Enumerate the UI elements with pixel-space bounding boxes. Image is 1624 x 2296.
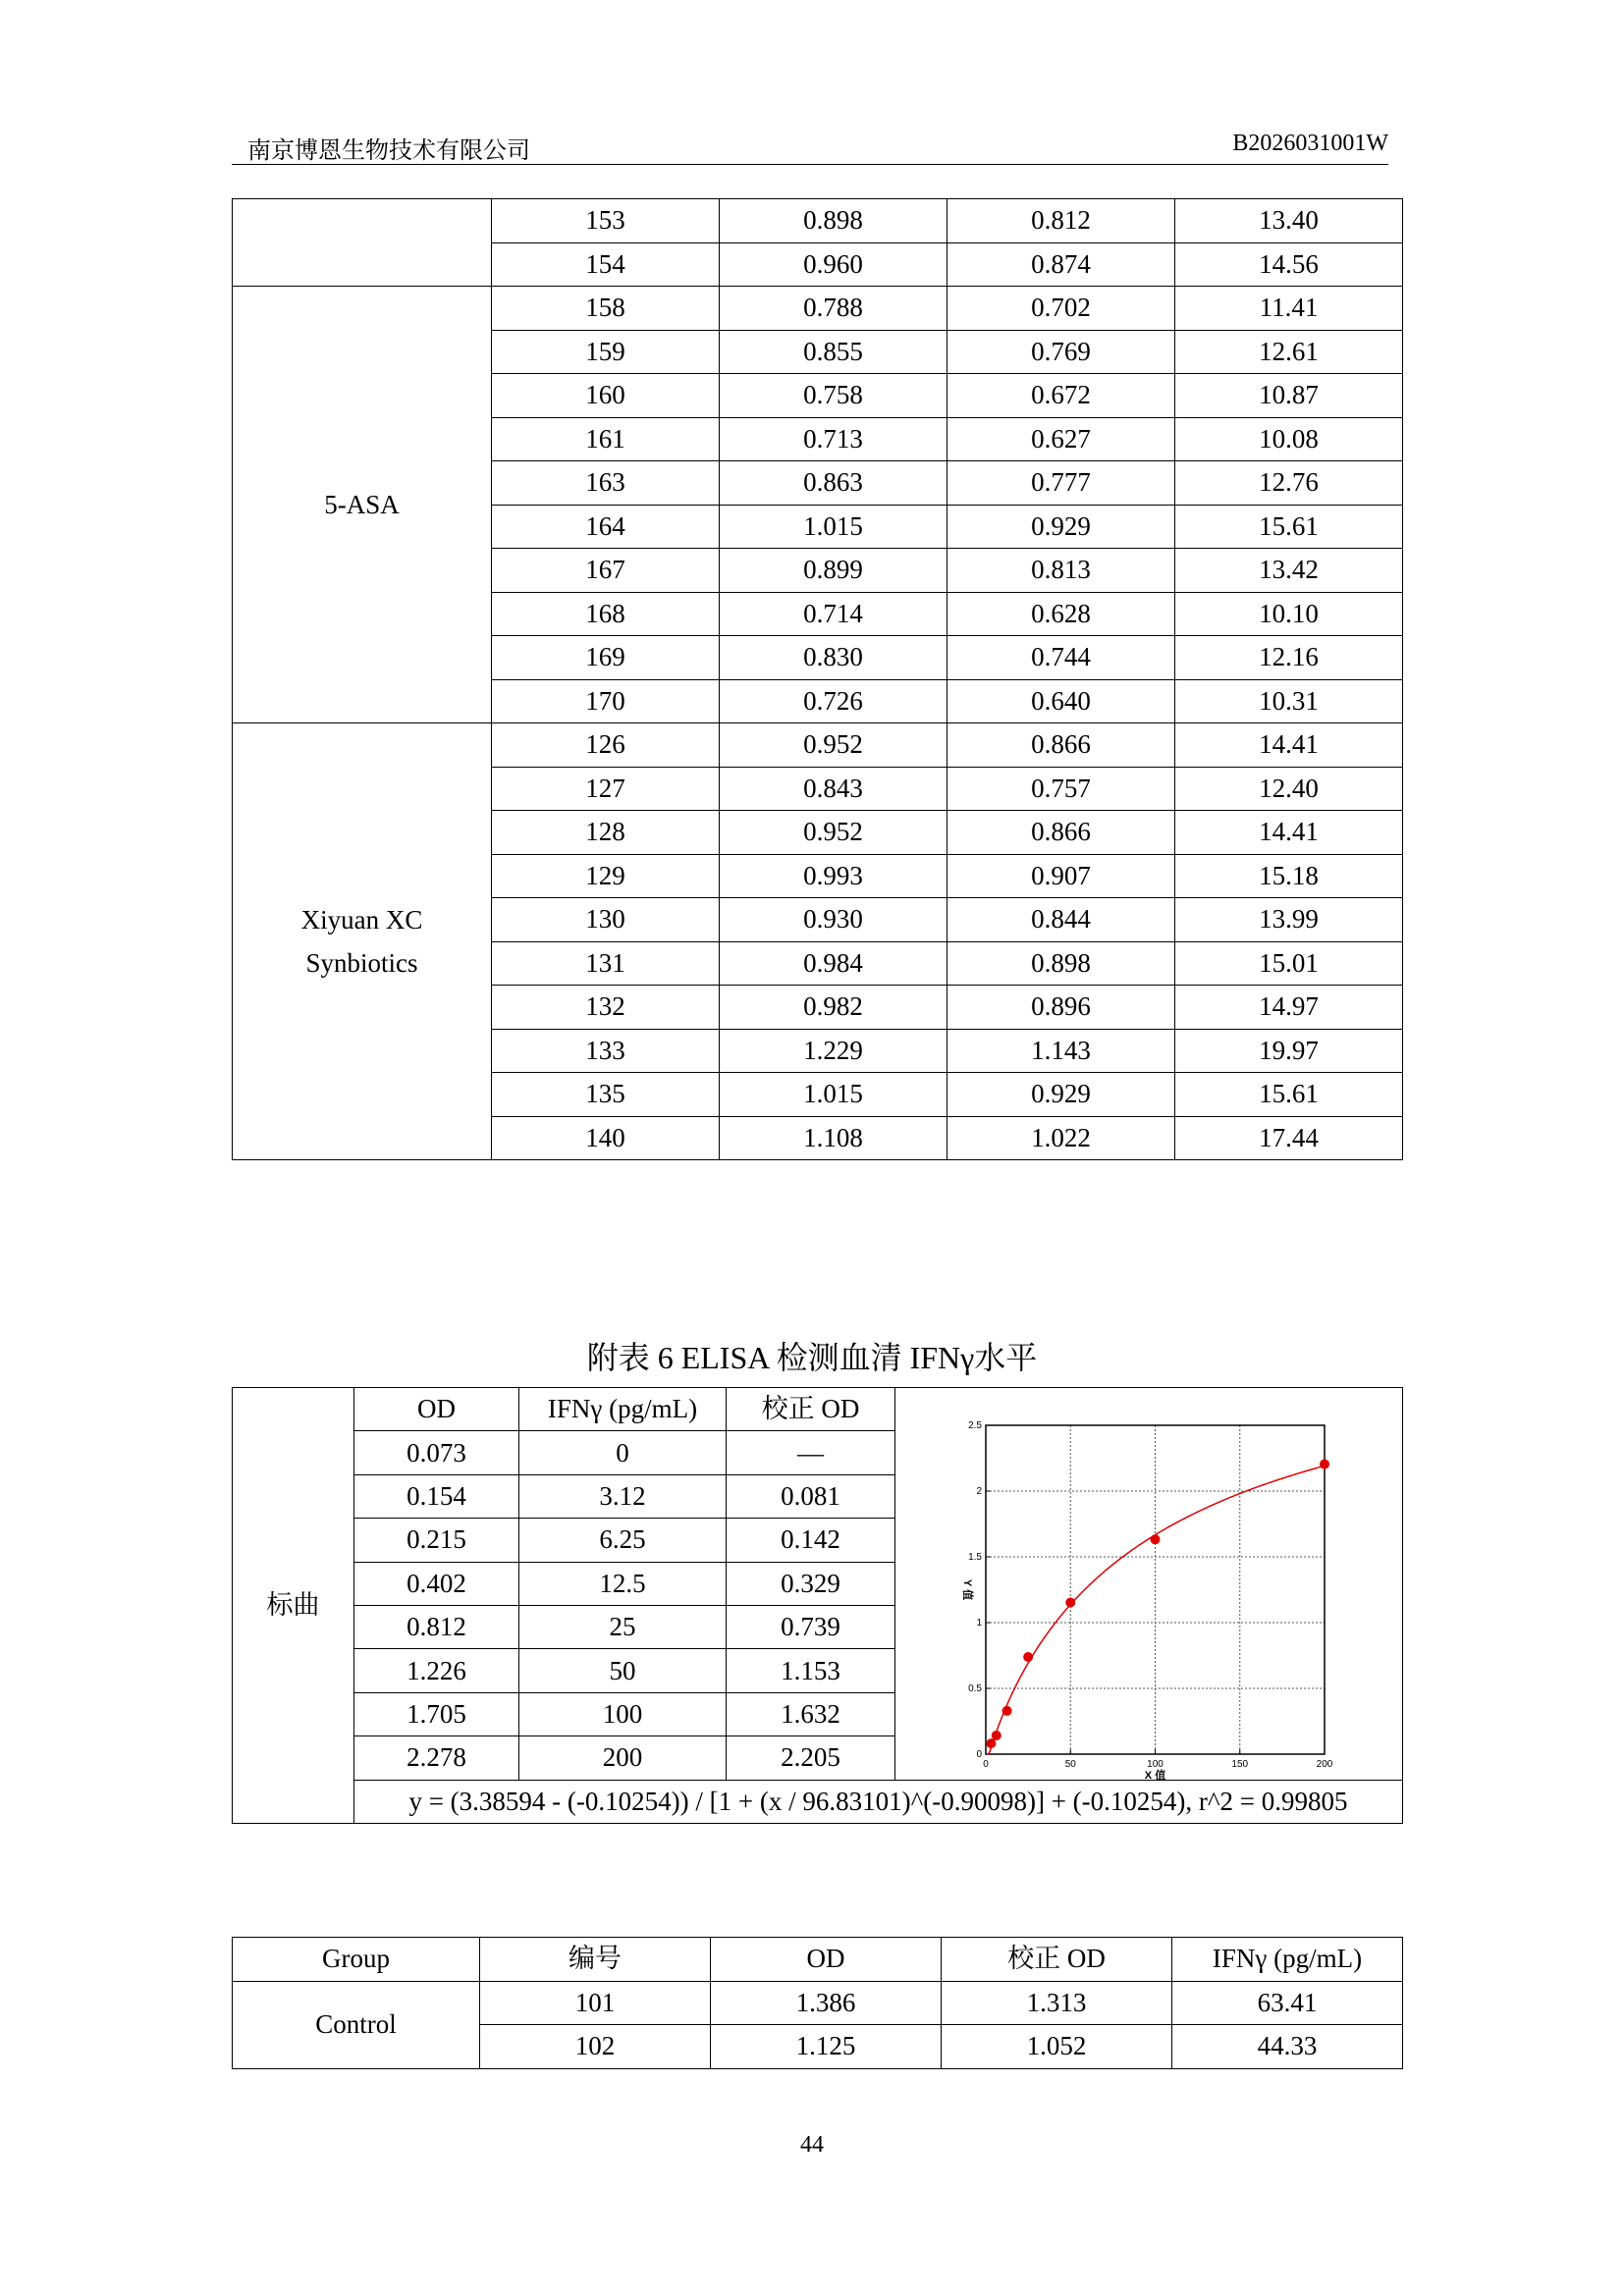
sample-corrected-od: 0.929 [947, 505, 1175, 549]
sample-ifng: 44.33 [1172, 2025, 1403, 2069]
sample-corrected-od: 0.744 [947, 636, 1175, 680]
sample-id: 130 [492, 898, 720, 942]
sample-id: 129 [492, 854, 720, 898]
sample-od: 1.015 [720, 1073, 947, 1117]
sample-id: 102 [480, 2025, 711, 2069]
data-point [1065, 1597, 1075, 1607]
col-header-id: 编号 [480, 1938, 711, 1982]
control-results-table [232, 1937, 1403, 2069]
sample-id: 140 [492, 1116, 720, 1160]
sample-id: 158 [492, 287, 720, 331]
col-header-ifng: IFNγ (pg/mL) [1172, 1938, 1403, 1982]
std-ifng: 0 [519, 1431, 727, 1474]
std-corrected-od: 0.739 [727, 1605, 895, 1648]
group-name: Control [233, 1981, 480, 2068]
sample-id: 133 [492, 1029, 720, 1073]
std-corrected-od: 1.153 [727, 1649, 895, 1692]
sample-ifng: 14.41 [1175, 723, 1403, 768]
std-header-ifng: IFNγ (pg/mL) [519, 1388, 727, 1431]
sample-od: 1.125 [711, 2025, 942, 2069]
group-name: 5-ASA [233, 287, 492, 723]
std-ifng: 3.12 [519, 1474, 727, 1518]
sample-id: 154 [492, 242, 720, 287]
sample-id: 135 [492, 1073, 720, 1117]
y-tick-label: 1.5 [968, 1551, 982, 1563]
y-tick-label: 1 [976, 1617, 982, 1629]
sample-corrected-od: 0.907 [947, 854, 1175, 898]
y-tick-label: 2.5 [968, 1419, 982, 1431]
sample-od: 0.982 [720, 986, 947, 1030]
std-od: 0.215 [354, 1519, 519, 1562]
standard-curve-chart [895, 1391, 1403, 1782]
sample-od: 0.714 [720, 592, 947, 636]
sample-id: 159 [492, 330, 720, 374]
x-tick-label: 200 [1316, 1758, 1333, 1770]
sample-od: 0.843 [720, 767, 947, 811]
sample-id: 153 [492, 199, 720, 243]
sample-ifng: 15.01 [1175, 941, 1403, 986]
x-tick-label: 0 [983, 1758, 989, 1770]
sample-od: 0.993 [720, 854, 947, 898]
std-od: 0.073 [354, 1431, 519, 1474]
std-header-od: OD [354, 1388, 519, 1431]
sample-od: 0.863 [720, 461, 947, 506]
std-corrected-od: 0.081 [727, 1474, 895, 1518]
sample-ifng: 63.41 [1172, 1981, 1403, 2025]
sample-id: 101 [480, 1981, 711, 2025]
sample-corrected-od: 0.874 [947, 242, 1175, 287]
data-point [1320, 1459, 1329, 1468]
sample-corrected-od: 0.844 [947, 898, 1175, 942]
std-ifng: 6.25 [519, 1519, 727, 1562]
col-header-corrected-od: 校正 OD [942, 1938, 1172, 1982]
std-corrected-od: 0.142 [727, 1519, 895, 1562]
std-od: 0.154 [354, 1474, 519, 1518]
sample-corrected-od: 0.898 [947, 941, 1175, 986]
sample-corrected-od: 0.866 [947, 723, 1175, 768]
sample-corrected-od: 0.757 [947, 767, 1175, 811]
sample-id: 169 [492, 636, 720, 680]
y-tick-label: 2 [976, 1485, 982, 1497]
sample-corrected-od: 1.022 [947, 1116, 1175, 1160]
sample-od: 0.713 [720, 417, 947, 461]
table-row [233, 287, 1403, 331]
std-od: 1.226 [354, 1649, 519, 1692]
sample-od: 0.984 [720, 941, 947, 986]
data-point [986, 1738, 996, 1748]
std-ifng: 25 [519, 1605, 727, 1648]
page-number: 44 [800, 2132, 824, 2158]
sample-id: 127 [492, 767, 720, 811]
col-header-od: OD [711, 1938, 942, 1982]
sample-od: 0.952 [720, 723, 947, 768]
sample-ifng: 10.87 [1175, 374, 1403, 418]
standard-label: 标曲 [233, 1388, 354, 1824]
sample-corrected-od: 0.672 [947, 374, 1175, 418]
sample-id: 167 [492, 549, 720, 593]
std-od: 0.402 [354, 1562, 519, 1605]
x-tick-label: 150 [1231, 1758, 1249, 1770]
sample-id: 164 [492, 505, 720, 549]
data-point [1002, 1706, 1012, 1716]
sample-corrected-od: 0.640 [947, 679, 1175, 723]
sample-id: 163 [492, 461, 720, 506]
sample-od: 0.960 [720, 242, 947, 287]
std-corrected-od: 1.632 [727, 1692, 895, 1735]
sample-ifng: 14.56 [1175, 242, 1403, 287]
data-point [992, 1731, 1001, 1740]
sample-id: 131 [492, 941, 720, 986]
sample-corrected-od: 0.812 [947, 199, 1175, 243]
std-corrected-od: — [727, 1431, 895, 1474]
sample-ifng: 14.41 [1175, 811, 1403, 855]
sample-od: 0.726 [720, 679, 947, 723]
std-od: 1.705 [354, 1692, 519, 1735]
sample-corrected-od: 0.777 [947, 461, 1175, 506]
header-company: 南京博恩生物技术有限公司 [247, 138, 530, 164]
sample-corrected-od: 0.628 [947, 592, 1175, 636]
x-axis-label: X 值 [1144, 1769, 1166, 1782]
sample-od: 1.108 [720, 1116, 947, 1160]
std-corrected-od: 0.329 [727, 1562, 895, 1605]
sample-corrected-od: 0.896 [947, 986, 1175, 1030]
sample-ifng: 13.40 [1175, 199, 1403, 243]
sample-ifng: 13.42 [1175, 549, 1403, 593]
data-point [1151, 1534, 1161, 1544]
std-od: 2.278 [354, 1736, 519, 1780]
sample-od: 0.788 [720, 287, 947, 331]
sample-ifng: 10.08 [1175, 417, 1403, 461]
sample-ifng: 13.99 [1175, 898, 1403, 942]
group-name: Xiyuan XC Synbiotics [233, 723, 492, 1160]
sample-id: 170 [492, 679, 720, 723]
x-tick-label: 50 [1064, 1758, 1076, 1770]
y-tick-label: 0.5 [968, 1682, 982, 1694]
sample-id: 161 [492, 417, 720, 461]
header-rule [232, 164, 1388, 165]
sample-ifng: 17.44 [1175, 1116, 1403, 1160]
sample-corrected-od: 0.929 [947, 1073, 1175, 1117]
std-ifng: 50 [519, 1649, 727, 1692]
sample-ifng: 11.41 [1175, 287, 1403, 331]
sample-od: 0.830 [720, 636, 947, 680]
sample-ifng: 12.16 [1175, 636, 1403, 680]
sample-od: 1.015 [720, 505, 947, 549]
std-header-corrected-od: 校正 OD [727, 1388, 895, 1431]
sample-ifng: 15.61 [1175, 1073, 1403, 1117]
sample-ifng: 12.76 [1175, 461, 1403, 506]
std-ifng: 12.5 [519, 1562, 727, 1605]
std-ifng: 100 [519, 1692, 727, 1735]
sample-od: 1.229 [720, 1029, 947, 1073]
data-point [1023, 1652, 1033, 1662]
table-row [233, 199, 1403, 243]
sample-corrected-od: 0.866 [947, 811, 1175, 855]
sample-corrected-od: 1.313 [942, 1981, 1172, 2025]
sample-od: 1.386 [711, 1981, 942, 2025]
sample-ifng: 14.97 [1175, 986, 1403, 1030]
fit-formula: y = (3.38594 - (-0.10254)) / [1 + (x / 96.83101)^(-0.90098)] + (-0.10254), r^2 = 0.99805 [354, 1780, 1403, 1823]
sample-od: 0.952 [720, 811, 947, 855]
sample-corrected-od: 0.769 [947, 330, 1175, 374]
sample-ifng: 10.10 [1175, 592, 1403, 636]
sample-ifng: 12.61 [1175, 330, 1403, 374]
sample-id: 126 [492, 723, 720, 768]
sample-od: 0.898 [720, 199, 947, 243]
sample-od: 0.930 [720, 898, 947, 942]
header-report-id: B2026031001W [1232, 131, 1388, 156]
col-header-group: Group [233, 1938, 480, 1982]
sample-od: 0.855 [720, 330, 947, 374]
x-tick-label: 100 [1147, 1758, 1164, 1770]
y-tick-label: 0 [976, 1748, 982, 1760]
sample-corrected-od: 1.052 [942, 2025, 1172, 2069]
results-table-continued [232, 198, 1403, 1160]
std-corrected-od: 2.205 [727, 1736, 895, 1780]
sample-corrected-od: 0.702 [947, 287, 1175, 331]
sample-ifng: 15.18 [1175, 854, 1403, 898]
sample-id: 132 [492, 986, 720, 1030]
sample-corrected-od: 0.813 [947, 549, 1175, 593]
sample-ifng: 19.97 [1175, 1029, 1403, 1073]
sample-corrected-od: 1.143 [947, 1029, 1175, 1073]
sample-corrected-od: 0.627 [947, 417, 1175, 461]
sample-id: 160 [492, 374, 720, 418]
y-axis-label: Y 值 [961, 1578, 973, 1600]
group-name [233, 199, 492, 287]
table-row [233, 723, 1403, 768]
standard-curve-chart-cell [895, 1388, 1403, 1781]
sample-od: 0.899 [720, 549, 947, 593]
sample-od: 0.758 [720, 374, 947, 418]
sample-ifng: 12.40 [1175, 767, 1403, 811]
standard-curve-table [232, 1387, 1403, 1824]
sample-id: 128 [492, 811, 720, 855]
sample-ifng: 15.61 [1175, 505, 1403, 549]
std-ifng: 200 [519, 1736, 727, 1780]
sample-ifng: 10.31 [1175, 679, 1403, 723]
std-od: 0.812 [354, 1605, 519, 1648]
sample-id: 168 [492, 592, 720, 636]
table-caption: 附表 6 ELISA 检测血清 IFNγ水平 [586, 1340, 1038, 1375]
